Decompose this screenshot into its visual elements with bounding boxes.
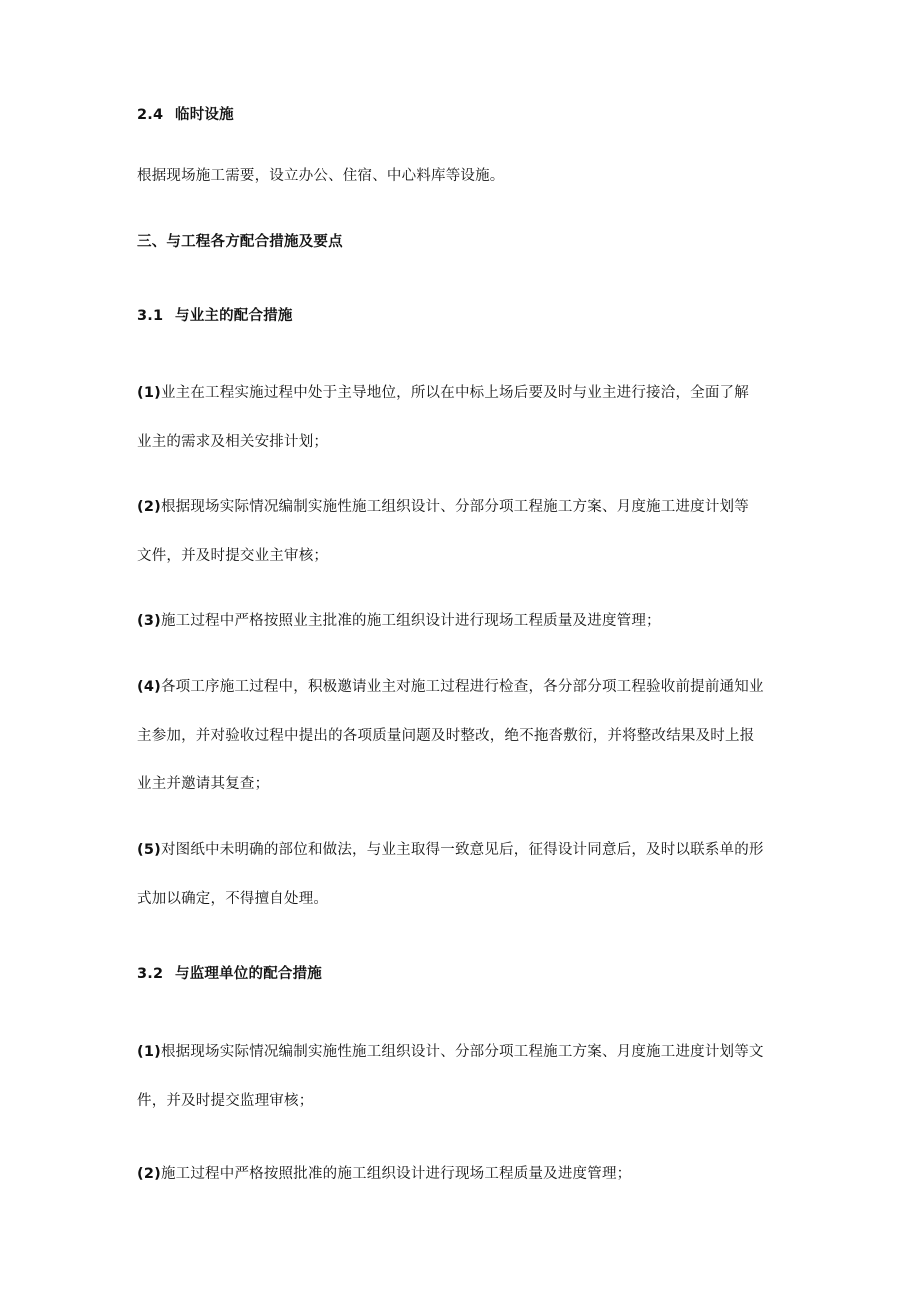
list-marker: (4) — [137, 679, 161, 695]
list-text: 对图纸中未明确的部位和做法，与业主取得一致意见后，征得设计同意后，及时以联系单的形 — [160, 842, 764, 858]
list-text: 根据现场实际情况编制实施性施工组织设计、分部分项工程施工方案、月度施工进度计划等文 — [160, 1044, 764, 1060]
list-marker: (1) — [137, 385, 161, 401]
section-heading-3-2 — [137, 964, 797, 984]
list-item-line: 主参加，并对验收过程中提出的各项质量问题及时整改，绝不拖沓敷衍，并将整改结果及时上报 — [137, 728, 755, 744]
section-heading-2-4 — [137, 105, 797, 125]
list-item-line: 业主的需求及相关安排计划； — [137, 434, 329, 450]
section-heading-3-1 — [137, 306, 797, 326]
list-item-line — [137, 1042, 797, 1062]
paragraph-2-4: 根据现场施工需要，设立办公、住宿、中心料库等设施。 — [137, 168, 505, 184]
list-item-line — [137, 611, 797, 631]
list-marker: (3) — [137, 613, 161, 629]
list-item-line: 业主并邀请其复查； — [137, 776, 270, 792]
list-item-line — [137, 383, 797, 403]
section-title: 与监理单位的配合措施 — [175, 966, 322, 982]
section-title: 与业主的配合措施 — [175, 308, 293, 324]
section-number: 3.2 — [137, 966, 164, 982]
list-item-line — [137, 677, 797, 697]
section-title: 临时设施 — [175, 107, 234, 123]
list-item-line: 件，并及时提交监理审核； — [137, 1093, 314, 1109]
list-marker: (2) — [137, 499, 161, 515]
list-text: 施工过程中严格按照业主批准的施工组织设计进行现场工程质量及进度管理； — [160, 613, 661, 629]
list-text: 施工过程中严格按照批准的施工组织设计进行现场工程质量及进度管理； — [160, 1166, 632, 1182]
chapter-heading-3: 三、与工程各方配合措施及要点 — [137, 234, 343, 250]
list-item-line: 式加以确定，不得擅自处理。 — [137, 891, 329, 907]
section-number: 2.4 — [137, 107, 164, 123]
list-item-line: 文件，并及时提交业主审核； — [137, 548, 329, 564]
list-text: 业主在工程实施过程中处于主导地位，所以在中标上场后要及时与业主进行接洽，全面了解 — [160, 385, 749, 401]
list-item-line — [137, 1164, 797, 1184]
list-text: 根据现场实际情况编制实施性施工组织设计、分部分项工程施工方案、月度施工进度计划等 — [160, 499, 749, 515]
list-marker: (5) — [137, 842, 161, 858]
list-item-line — [137, 840, 797, 860]
list-marker: (2) — [137, 1166, 161, 1182]
list-marker: (1) — [137, 1044, 161, 1060]
list-text: 各项工序施工过程中，积极邀请业主对施工过程进行检查，各分部分项工程验收前提前通知业 — [160, 679, 764, 695]
section-number: 3.1 — [137, 308, 164, 324]
list-item-line — [137, 497, 797, 517]
